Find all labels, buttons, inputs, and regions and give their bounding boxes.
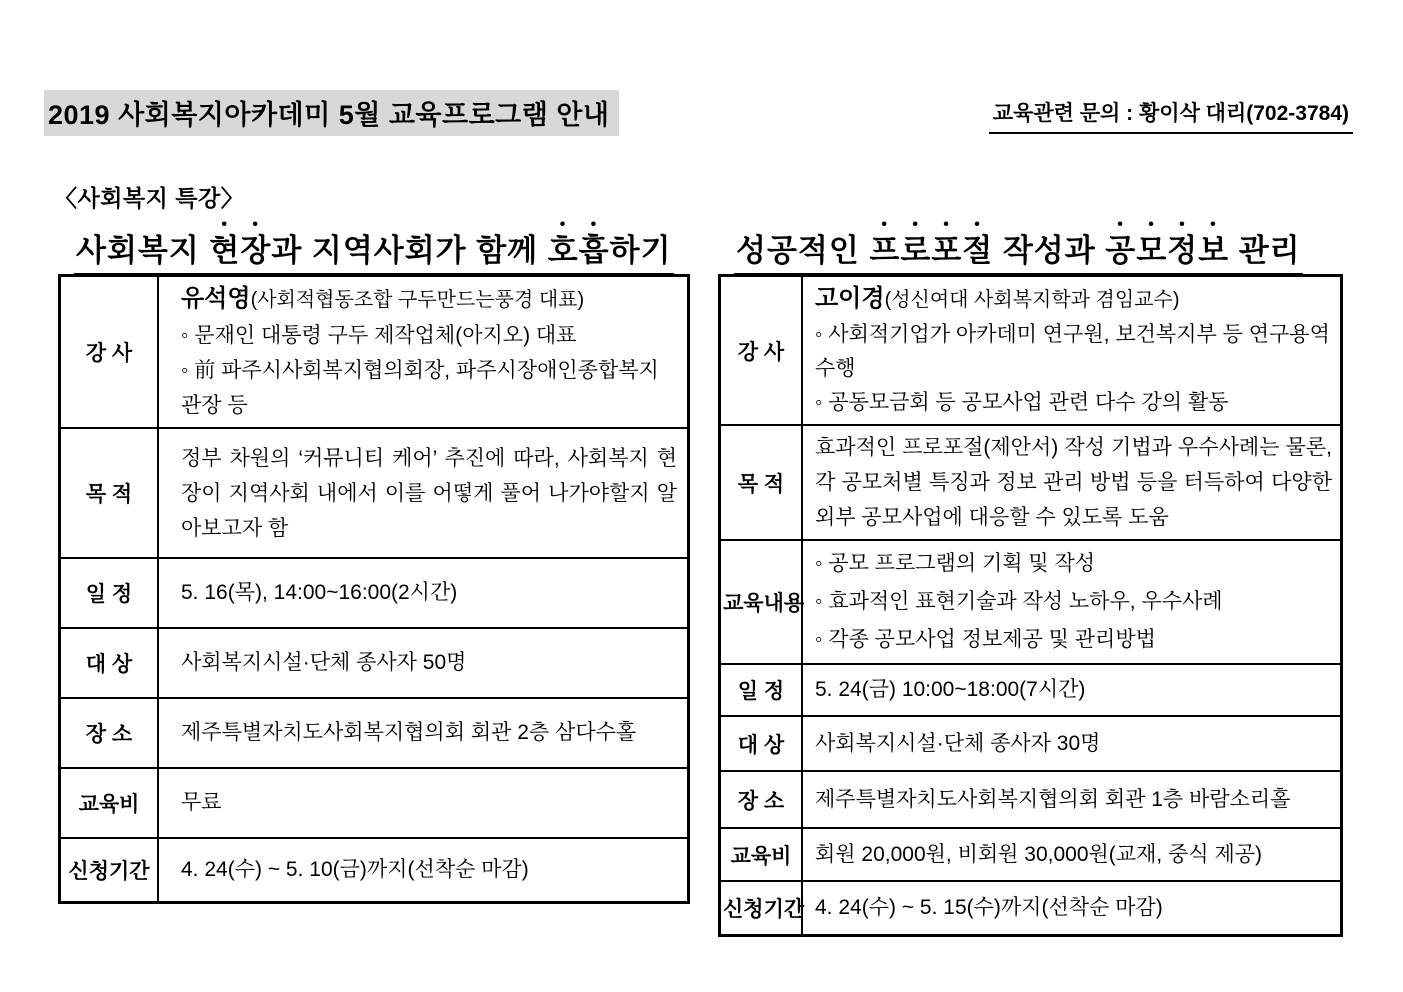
row-content: 제주특별자치도사회복지협의회 회관 1층 바람소리홀	[802, 771, 1342, 828]
row-label: 장 소	[60, 698, 159, 768]
row-content: 효과적인 프로포절(제안서) 작성 기법과 우수사례는 물론, 각 공모처별 특징과 정보 관리 방법 등을 터득하여 다양한 외부 공모사업에 대응할 수 있도록 도움	[802, 425, 1342, 540]
row-label: 신청기간	[720, 881, 803, 935]
table-row	[60, 628, 689, 698]
title-text: 작성과	[993, 233, 1106, 268]
bullet-line: ◦ 공모 프로그램의 기획 및 작성	[815, 552, 1096, 575]
title-text: 관리	[1229, 233, 1301, 268]
row-content: 사회복지시설·단체 종사자 50명	[158, 628, 689, 698]
title-emphasized-text: 프로포절	[869, 233, 994, 268]
table-row	[720, 425, 1342, 540]
row-content: 4. 24(수) ~ 5. 10(금)까지(선착순 마감)	[158, 838, 689, 902]
row-label: 강 사	[60, 276, 159, 429]
program-title-left	[74, 204, 674, 277]
section-label: 〈사회복지 특강〉	[54, 185, 245, 211]
table-row	[720, 881, 1342, 935]
row-label: 목 적	[60, 428, 159, 558]
program-table-right	[718, 274, 1343, 937]
row-label: 대 상	[60, 628, 159, 698]
table-row	[720, 828, 1342, 881]
title-emphasized-text: 현장	[209, 233, 272, 268]
row-label: 교육내용	[720, 540, 803, 664]
title-text: 과 지역사회가 함께	[271, 233, 548, 268]
row-content	[158, 276, 689, 429]
row-content: 제주특별자치도사회복지협의회 회관 2층 삼다수홀	[158, 698, 689, 768]
table-row	[60, 558, 689, 628]
row-content: 5. 16(목), 14:00~16:00(2시간)	[158, 558, 689, 628]
table-row	[720, 716, 1342, 771]
title-text: 하기	[609, 233, 672, 268]
bullet-line: ◦ 前 파주시사회복지협의회장, 파주시장애인종합복지관장 등	[181, 359, 659, 417]
table-row	[720, 540, 1342, 664]
bullet-line: ◦ 문재인 대통령 구두 제작업체(아지오) 대표	[181, 324, 577, 347]
row-content: 회원 20,000원, 비회원 30,000원(교재, 중식 제공)	[802, 828, 1342, 881]
speaker-name: 유석영	[181, 285, 251, 312]
title-text: 사회복지	[76, 233, 210, 268]
row-content	[802, 276, 1342, 426]
table-row	[60, 276, 689, 429]
row-content: 정부 차원의 ‘커뮤니티 케어’ 추진에 따라, 사회복지 현장이 지역사회 내에서 이를 어떻게 풀어 나가야할지 알아보고자 함	[158, 428, 689, 558]
table-row	[60, 698, 689, 768]
speaker-line	[815, 281, 1332, 318]
title-emphasized-text: 공모정보	[1105, 233, 1230, 268]
bullet-line: ◦ 효과적인 표현기술과 작성 노하우, 우수사례	[815, 590, 1223, 613]
row-label: 장 소	[720, 771, 803, 828]
row-label: 강 사	[720, 276, 803, 426]
table-row	[720, 664, 1342, 716]
row-content	[802, 540, 1342, 664]
speaker-affiliation: (사회적협동조합 구두만드는풍경 대표)	[250, 289, 585, 311]
table-row	[60, 838, 689, 902]
row-label: 교육비	[60, 768, 159, 838]
speaker-line	[181, 281, 677, 318]
table-row	[60, 428, 689, 558]
row-label: 신청기간	[60, 838, 159, 902]
speaker-affiliation: (성신여대 사회복지학과 겸임교수)	[884, 289, 1180, 311]
row-label: 일 정	[60, 558, 159, 628]
row-label: 교육비	[720, 828, 803, 881]
row-label: 대 상	[720, 716, 803, 771]
row-content: 무료	[158, 768, 689, 838]
row-content: 4. 24(수) ~ 5. 15(수)까지(선착순 마감)	[802, 881, 1342, 935]
title-emphasized-text: 호흡	[547, 233, 610, 268]
program-table-left	[58, 274, 690, 904]
row-label: 목 적	[720, 425, 803, 540]
row-content: 5. 24(금) 10:00~18:00(7시간)	[802, 664, 1342, 716]
document-title: 2019 사회복지아카데미 5월 교육프로그램 안내	[44, 90, 619, 136]
title-text: 성공적인	[736, 233, 870, 268]
bullet-line: ◦ 사회적기업가 아카데미 연구원, 보건복지부 등 연구용역 수행	[815, 323, 1330, 380]
program-title-right	[734, 204, 1303, 277]
bullet-line: ◦ 각종 공모사업 정보제공 및 관리방법	[815, 628, 1156, 651]
row-content: 사회복지시설·단체 종사자 30명	[802, 716, 1342, 771]
speaker-name: 고이경	[815, 285, 885, 312]
table-row	[720, 276, 1342, 426]
bullet-line: ◦ 공동모금회 등 공모사업 관련 다수 강의 활동	[815, 391, 1229, 414]
table-row	[60, 768, 689, 838]
table-row	[720, 771, 1342, 828]
row-label: 일 정	[720, 664, 803, 716]
contact-info: 교육관련 문의 : 황이삭 대리(702-3784)	[989, 97, 1353, 134]
